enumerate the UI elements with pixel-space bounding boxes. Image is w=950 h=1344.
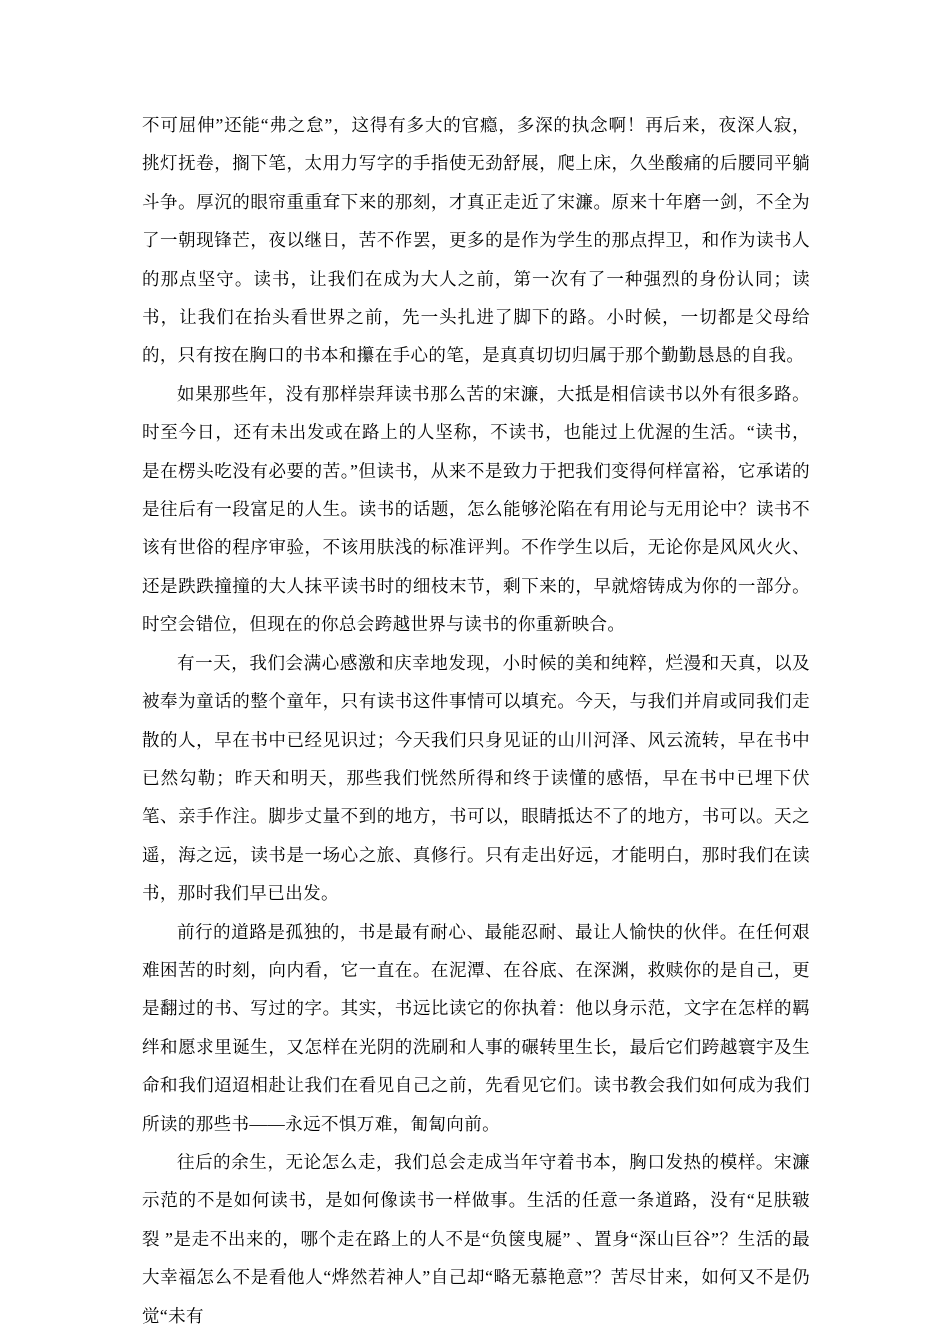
paragraph: 如果那些年，没有那样崇拜读书那么苦的宋濂，大抵是相信读书以外有很多路。时至今日，还有未出发或在路上的人坚称，不读书，也能过上优渥的生活。“读书，是在楞头吃没有必要的苦。”但读书，从来不是致力于把我们变得何样富裕，它承诺的是往后有一段富足的人生。读书的话题，怎么能够沦陷在有用论与无用论中？读书不该有世俗的程序审验，不该用肤浅的标准评判。不作学生以后，无论你是风风火火、还是跌跌撞撞的大人抹平读书时的细枝末节，剩下来的，早就熔铸成为你的一部分。时空会错位，但现在的你总会跨越世界与读书的你重新映合。 (142, 383, 810, 635)
paragraph: 有一天，我们会满心感激和庆幸地发现，小时候的美和纯粹，烂漫和天真，以及被奉为童话的整个童年，只有读书这件事情可以填充。今天，与我们并肩或同我们走散的人，早在书中已经见识过；今天我们只身见证的山川河泽、风云流转，早在书中已然勾勒；昨天和明天，那些我们恍然所得和终于读懂的感悟，早在书中已埋下伏笔、亲手作注。脚步丈量不到的地方，书可以，眼睛抵达不了的地方，书可以。天之遥，海之远，读书是一场心之旅、真修行。只有走出好远，才能明白，那时我们在读书，那时我们早已出发。 (142, 652, 810, 904)
document-text-body (142, 106, 810, 1335)
paragraph: 往后的余生，无论怎么走，我们总会走成当年守着书本，胸口发热的模样。宋濂示范的不是如何读书，是如何像读书一样做事。生活的任意一条道路，没有“足肤皲裂 ”是走不出来的，哪个走在路上的人不是“负箧曳屣” 、置身“深山巨谷”？生活的最大幸福怎么不是看他人“烨然若神人”自己却“略无慕艳意”？苦尽甘来，如何又不是仍觉“未有 (142, 1151, 810, 1326)
paragraph: 前行的道路是孤独的，书是最有耐心、最能忍耐、最让人愉快的伙伴。在任何艰难困苦的时刻，向内看，它一直在。在泥潭、在谷底、在深渊，救赎你的是自己，更是翻过的书、写过的字。其实，书远比读它的你执着：他以身示范，文字在怎样的羁绊和愿求里诞生，又怎样在光阴的洗刷和人事的碾转里生长，最后它们跨越寰宇及生命和我们迢迢相赴让我们在看见自己之前，先看见它们。读书教会我们如何成为我们所读的那些书——永远不惧万难，匍匐向前。 (142, 921, 810, 1134)
paragraph: 不可屈伸”还能“弗之怠”，这得有多大的官瘾，多深的执念啊！再后来，夜深人寂，挑灯抚卷，搁下笔，太用力写字的手指使无劲舒展，爬上床，久坐酸痛的后腰同平躺斗争。厚沉的眼帘重重耷下来的那刻，才真正走近了宋濂。原来十年磨一剑，不全为了一朝现锋芒，夜以继日，苦不作罢，更多的是作为学生的那点捍卫，和作为读书人的那点坚守。读书，让我们在成为大人之前，第一次有了一种强烈的身份认同；读书，让我们在抬头看世界之前，先一头扎进了脚下的路。小时候，一切都是父母给的，只有按在胸口的书本和攥在手心的笔，是真真切切归属于那个勤勤恳恳的自我。 (142, 115, 810, 366)
